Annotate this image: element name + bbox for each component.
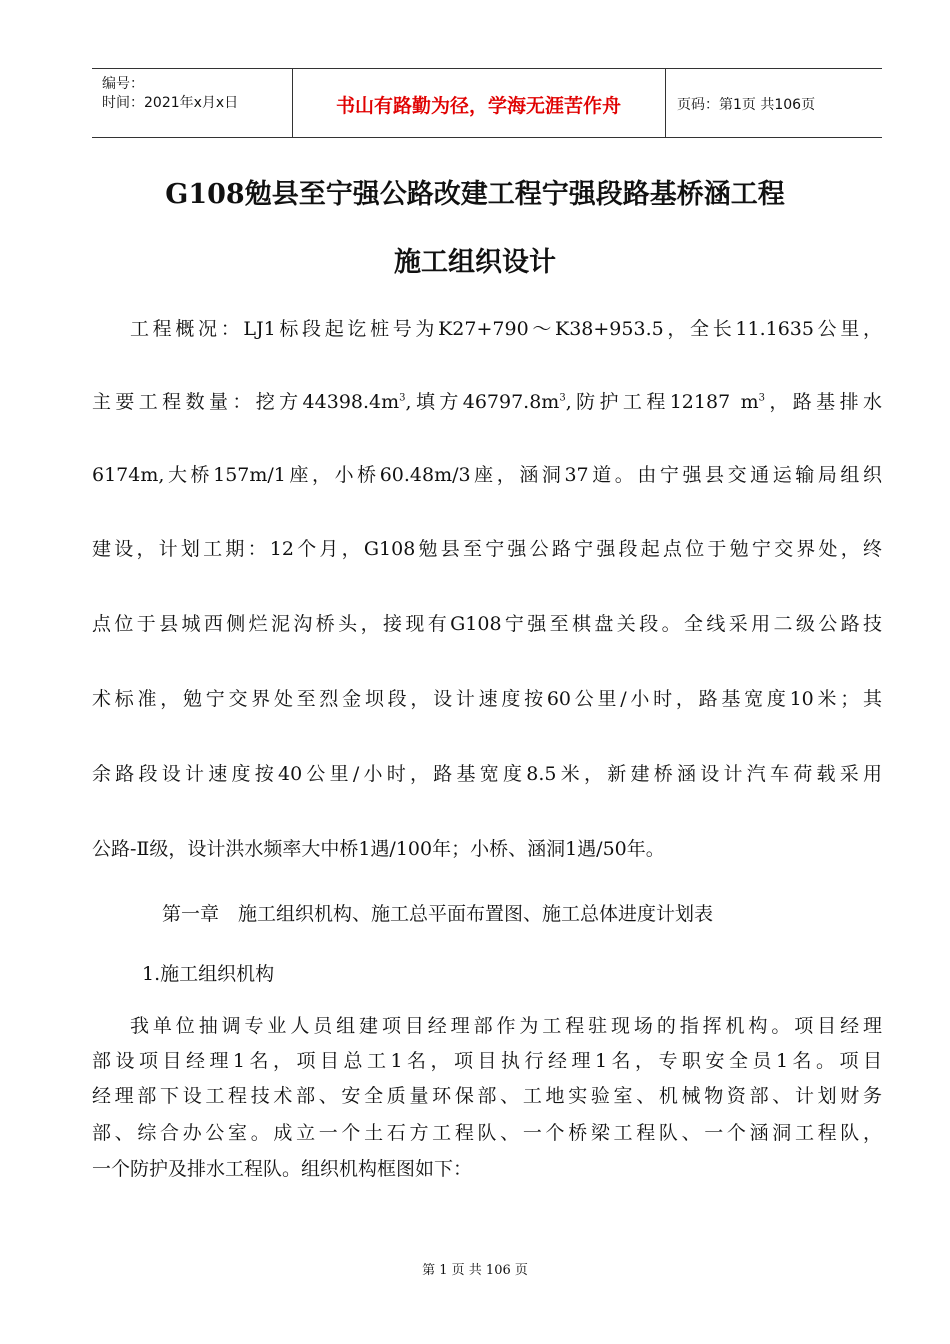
number-label: 编号： xyxy=(102,76,144,92)
section-heading: 1.施工组织机构 xyxy=(142,963,275,985)
document-subtitle: 施工组织设计 xyxy=(394,247,556,278)
superscript: 3 xyxy=(399,392,406,404)
page-label: 页码：第1页 共106页 xyxy=(677,97,816,113)
header-meta-cell xyxy=(92,69,293,137)
org-line-1: 我单位抽调专业人员组建项目经理部作为工程驻现场的指挥机构。项目经理 xyxy=(130,1015,882,1037)
page-footer: 第 1 页 共 106 页 xyxy=(422,1263,528,1278)
overview-line-2d: ，路基排水 xyxy=(764,391,882,413)
superscript: 3 xyxy=(758,392,765,404)
overview-line-2 xyxy=(92,387,882,414)
org-line-4: 部、综合办公室。成立一个土石方工程队、一个桥梁工程队、一个涵洞工程队， xyxy=(92,1122,882,1144)
chapter-heading: 第一章 施工组织机构、施工总平面布置图、施工总体进度计划表 xyxy=(162,903,714,925)
header-motto-cell xyxy=(292,69,666,137)
overview-line-5: 点位于县城西侧烂泥沟桥头，接现有G108宁强至棋盘关段。全线采用二级公路技 xyxy=(92,613,882,635)
overview-line-1: 工程概况：LJ1标段起讫桩号为K27+790～K38+953.5，全长11.1635公里， xyxy=(130,318,882,340)
org-line-2: 部设项目经理1名，项目总工1名，项目执行经理1名，专职安全员1名。项目 xyxy=(92,1050,882,1072)
superscript: 3 xyxy=(559,392,566,404)
overview-line-6: 术标准，勉宁交界处至烈金坝段，设计速度按60公里/小时，路基宽度10米；其 xyxy=(92,688,882,710)
page-header xyxy=(92,68,882,138)
overview-line-3: 6174m,大桥157m/1座，小桥60.48m/3座，涵洞37道。由宁强县交通运输局组织 xyxy=(92,464,882,486)
document-title: G108勉县至宁强公路改建工程宁强段路基桥涵工程 xyxy=(165,179,785,210)
overview-line-8: 公路-Ⅱ级，设计洪水频率大中桥1遇/100年；小桥、涵洞1遇/50年。 xyxy=(92,838,665,860)
org-line-3: 经理部下设工程技术部、安全质量环保部、工地实验室、机械物资部、计划财务 xyxy=(92,1085,882,1107)
header-page-cell xyxy=(665,69,882,137)
overview-line-2a: 主要工程数量：挖方44398.4m xyxy=(92,391,400,413)
overview-line-2c: ,防护工程12187 m xyxy=(565,391,759,413)
motto-text: 书山有路勤为径，学海无涯苦作舟 xyxy=(335,95,621,117)
overview-line-7: 余路段设计速度按40公里/小时，路基宽度8.5米，新建桥涵设计汽车荷载采用 xyxy=(92,763,882,785)
overview-line-4: 建设，计划工期：12个月，G108勉县至宁强公路宁强段起点位于勉宁交界处，终 xyxy=(92,538,882,560)
org-line-5: 一个防护及排水工程队。组织机构框图如下： xyxy=(92,1158,473,1180)
overview-line-2b: ,填方46797.8m xyxy=(405,391,560,413)
time-label: 时间：2021年x月x日 xyxy=(102,95,239,111)
